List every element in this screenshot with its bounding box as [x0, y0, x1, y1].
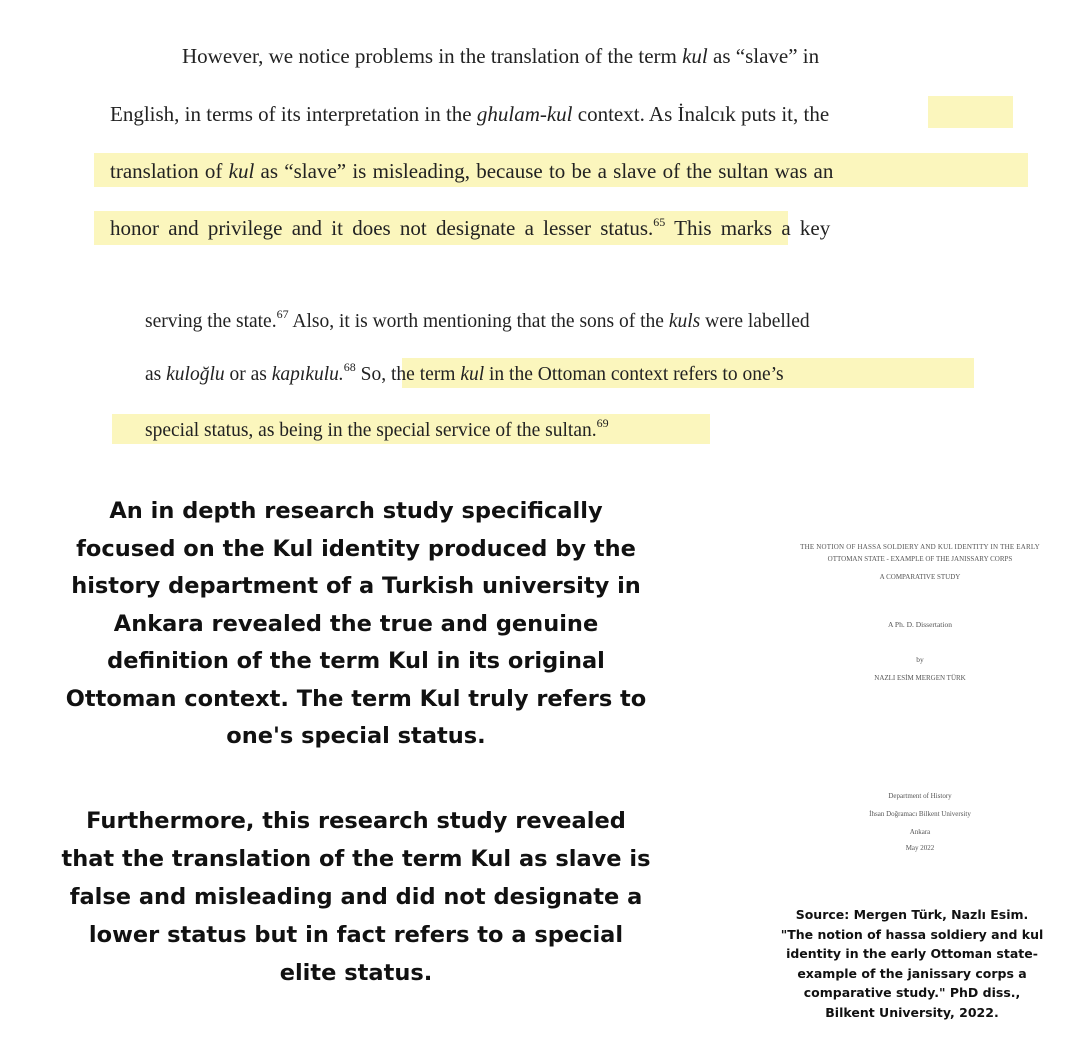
commentary-line: definition of the term Kul in its original — [107, 648, 605, 674]
title-page-title-line-1: THE NOTION OF HASSA SOLDIERY AND KUL IDENTITY IN THE EARLY — [800, 543, 1040, 551]
excerpt-line-7: special status, as being in the special service of the sultan.$^{69}$ — [145, 416, 609, 441]
title-page-author: NAZLI ESİM MERGEN TÜRK — [874, 674, 966, 682]
commentary-block-2 — [0, 802, 712, 992]
commentary-line: Ottoman context. The term Kul truly refers to — [65, 685, 647, 712]
commentary-line: Furthermore, this research study revealed — [86, 808, 626, 834]
excerpt-line-6: as kuloğlu or as kapıkulu.$^{68}$ So, the term kul in the Ottoman context refers to one’s — [145, 360, 784, 385]
source-line: Bilkent University, 2022. — [825, 1004, 999, 1020]
excerpt-line-3: translation of kul as “slave” is misleading, because to be a slave of the sultan was an — [110, 159, 834, 183]
title-page-date: May 2022 — [905, 844, 935, 852]
commentary-line: Ankara revealed the true and genuine — [113, 610, 599, 637]
source-citation — [752, 905, 1072, 1022]
excerpt-line-4: honor and privilege and it does not designate a lesser status.$^{65}$ This marks a key — [110, 215, 831, 240]
commentary-line: lower status but in fact refers to a special — [88, 922, 624, 948]
commentary-line: elite status. — [279, 960, 433, 986]
commentary-line: one's special status. — [226, 723, 486, 749]
source-line: example of the janissary corps a — [797, 965, 1027, 981]
commentary-line: focused on the Kul identity produced by the — [76, 535, 636, 562]
title-page-by: by — [916, 655, 924, 664]
source-line: Source: Mergen Türk, Nazlı Esim. — [795, 907, 1029, 922]
title-page-title-line-2: OTTOMAN STATE - EXAMPLE OF THE JANISSARY CORPS — [827, 555, 1013, 563]
excerpt-line-1: However, we notice problems in the translation of the term kul as “slave” in — [182, 44, 820, 68]
source-line: "The notion of hassa soldiery and kul — [780, 926, 1044, 942]
commentary-line: An in depth research study specifically — [109, 498, 603, 524]
commentary-line: that the translation of the term Kul as slave is — [61, 846, 651, 872]
highlight-1 — [928, 96, 1013, 128]
title-page-city: Ankara — [909, 828, 931, 836]
title-page-department: Department of History — [888, 792, 952, 800]
commentary-line: history department of a Turkish university in — [71, 573, 641, 599]
source-line: comparative study." PhD diss., — [803, 985, 1021, 1000]
excerpt-line-5: serving the state.$^{67}$ Also, it is worth mentioning that the sons of the kuls were labelled — [145, 307, 810, 332]
commentary-line: false and misleading and did not designate a — [69, 884, 643, 910]
commentary-block-1 — [8, 493, 704, 756]
title-page-degree: A Ph. D. Dissertation — [888, 620, 952, 629]
title-page-university: İhsan Doğramacı Bilkent University — [869, 810, 971, 818]
title-page-subtitle: A COMPARATIVE STUDY — [879, 573, 961, 581]
dissertation-title-page — [760, 470, 1080, 910]
excerpt-line-2: English, in terms of its interpretation in the ghulam-kul context. As İnalcık puts it, the — [110, 102, 830, 126]
source-line: identity in the early Ottoman state- — [786, 946, 1038, 961]
